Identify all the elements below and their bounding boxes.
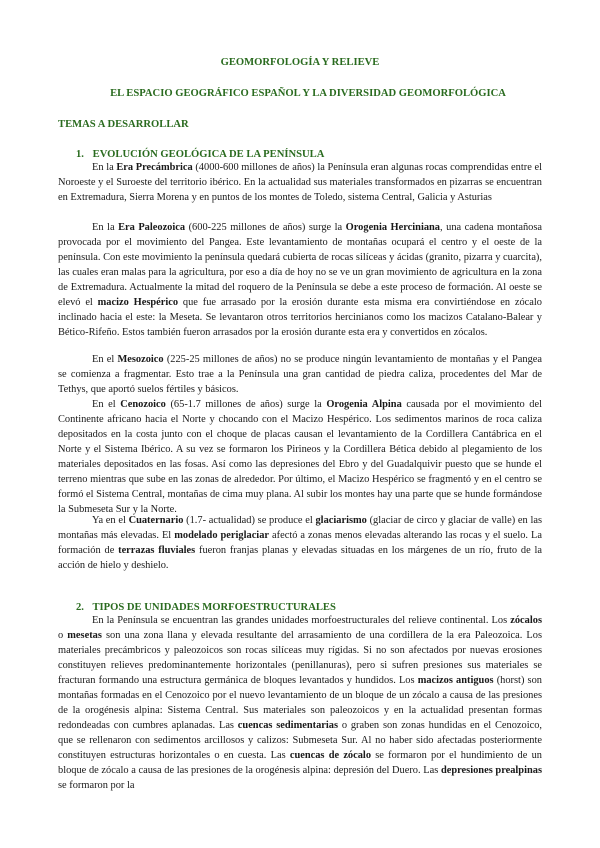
section-title: EVOLUCIÓN GEOLÓGICA DE LA PENÍNSULA [92, 149, 325, 160]
term-cuaternario: Cuaternario [128, 515, 184, 526]
paragraph-precambrian: En la Era Precámbrica (4000-600 millones de años) la Península eran algunas rocas comprendidas entre el Noroeste y el Suroeste del territorio ibérico. En la actualidad sus materiales transformados en pizarras se encuentran en Extremadura, Sierra Morena y en puntos de los montes de Toledo, sistema Central, Galicia y Asturias [58, 162, 542, 203]
term-terrazas-fluviales: terrazas fluviales [118, 545, 196, 556]
term-glaciarismo: glaciarismo [315, 515, 367, 526]
term-cuencas-de-zocalo: cuencas de zócalo [289, 750, 372, 761]
term-orogenia-alpina: Orogenia Alpina [326, 399, 402, 410]
section-number: 1. [76, 149, 84, 160]
paragraph-mesozoic: En el Mesozoico (225-25 millones de años) no se produce ningún levantamiento de montañas y el Pangea se comienza a fragmentar. Esto trae a la Península una gran cantidad de piedra caliza, procedentes del Mar de Tethys, que aportó suelos fértiles y básicos. [58, 354, 542, 395]
section-number: 2. [76, 602, 84, 613]
paragraph-quaternary: Ya en el Cuaternario (1.7- actualidad) se produce el glaciarismo (glaciar de circo y glaciar de valle) en las montañas más elevadas. El modelado periglaciar afectó a zonas menos elevadas alterando las rocas y el suelo. La formación de terrazas fluviales fueron franjas planas y elevadas situadas en los márgenes de un río, fruto de la acción de hielo y deshielo. [58, 515, 542, 571]
term-modelado-periglaciar: modelado periglaciar [174, 530, 270, 541]
paragraph-morphostructural-units: En la Península se encuentran las grandes unidades morfoestructurales del relieve continental. Los zócalos o mesetas son una zona llana y elevada resultante del arrasamiento de una cordillera de la era Paleozoica. Los materiales precámbricos y paleozoicos son rocas silíceas muy rígidas. Si no son afectados por nuevas erosiones constituyen relieves predominantemente horizontales (penillanuras), pero si sufren presiones sus materiales se fracturan formando una estructura germánica de bloques levantados y hundidos. Los macizos antiguos (horst) son montañas formadas en el Cenozoico por el nuevo levantamiento de un bloque de un zócalo a causa de las presiones de la orogénesis alpina: Sistema Central. Sus materiales son paleozoicos y en la actualidad presentan formas redondeadas con cumbres aplanadas. Las cuencas sedimentarias o graben son zonas hundidas en el Cenozoico, que se rellenaron con sedimentos arcillosos y calizos: Submeseta Sur. Al no haber sido afectadas posteriormente constituyen estructuras horizontales o en cuesta. Las cuencas de zócalo se formaron por el hundimiento de un bloque de zócalo a causa de las presiones de la orogénesis alpina: depresión del Duero. Las depresiones prealpinas se formaron por la [58, 615, 542, 791]
term-mesozoico: Mesozoico [117, 354, 164, 365]
term-macizo-hesperico: macizo Hespérico [97, 297, 179, 308]
term-zocalos: zócalos [510, 615, 542, 626]
term-mesetas: mesetas [67, 630, 102, 641]
term-macizos-antiguos: macizos antiguos [417, 675, 494, 686]
term-era-paleozoica: Era Paleozoica [118, 222, 186, 233]
document-title: GEOMORFOLOGÍA Y RELIEVE [220, 57, 380, 68]
term-cenozoico: Cenozoico [120, 399, 166, 410]
topics-heading: TEMAS A DESARROLLAR [58, 119, 189, 130]
term-era-precambrica: Era Precámbrica [116, 162, 193, 173]
section-title: TIPOS DE UNIDADES MORFOESTRUCTURALES [92, 602, 336, 613]
paragraph-cenozoic: En el Cenozoico (65-1.7 millones de años) surge la Orogenia Alpina causada por el movimiento del Continente africano hacia el Norte y chocando con el Macizo Hespérico. Los sedimentos marinos de roca caliza depositados en la costa junto con el choque de placas causan el levantamiento de la Cordillera Cantábrica en el Norte y el Sistema Ibérico. A su vez se formaron los Pirineos y la Cordillera Bética debido al plegamiento de los materiales depositados en las fosas. Así como las depresiones del Ebro y del Guadalquivir puesto que se hunde el terreno mientras que sube en las zonas de alrededor. Por último, el Macizo Hespérico se fragmentó y en el centro se formó el Sistema Central, montañas de cima muy plana. Al subir los montes hay una parte que se hunde formándose la Submeseta Sur y la Norte. [58, 399, 542, 515]
term-depresiones-prealpinas: depresiones prealpinas [440, 765, 542, 776]
term-orogenia-herciniana: Orogenia Herciniana [345, 222, 441, 233]
paragraph-paleozoic: En la Era Paleozoica (600-225 millones de años) surge la Orogenia Herciniana, una cadena montañosa provocada por el movimiento del Pangea. Este levantamiento de montañas ocupará el centro y el oeste de la península. Con este movimiento la península quedará cubierta de rocas silíceas y ácidas (granito, pizarra y cuarcita), las cuales eran malas para la agricultura, por eso a día de hoy no se ve un gran movimiento de agricultura en la zona de Extremadura. Actualmente la mitad del roquero de la Península se debe a este proceso de formación. Al oeste se elevó el macizo Hespérico que fue arrasado por la erosión durante esta misma era convirtiéndose en zócalo inclinado hacia el este: la Meseta. Se levantaron otros territorios hercinianos como los macizos Catalano-Balear y Bético-Rifeño. Estos también fueron arrasados por la erosión durante esta era y convertidos en zócalos. [58, 222, 543, 338]
term-cuencas-sedimentarias: cuencas sedimentarias [237, 720, 339, 731]
document-subtitle: EL ESPACIO GEOGRÁFICO ESPAÑOL Y LA DIVERSIDAD GEOMORFOLÓGICA [110, 88, 506, 99]
